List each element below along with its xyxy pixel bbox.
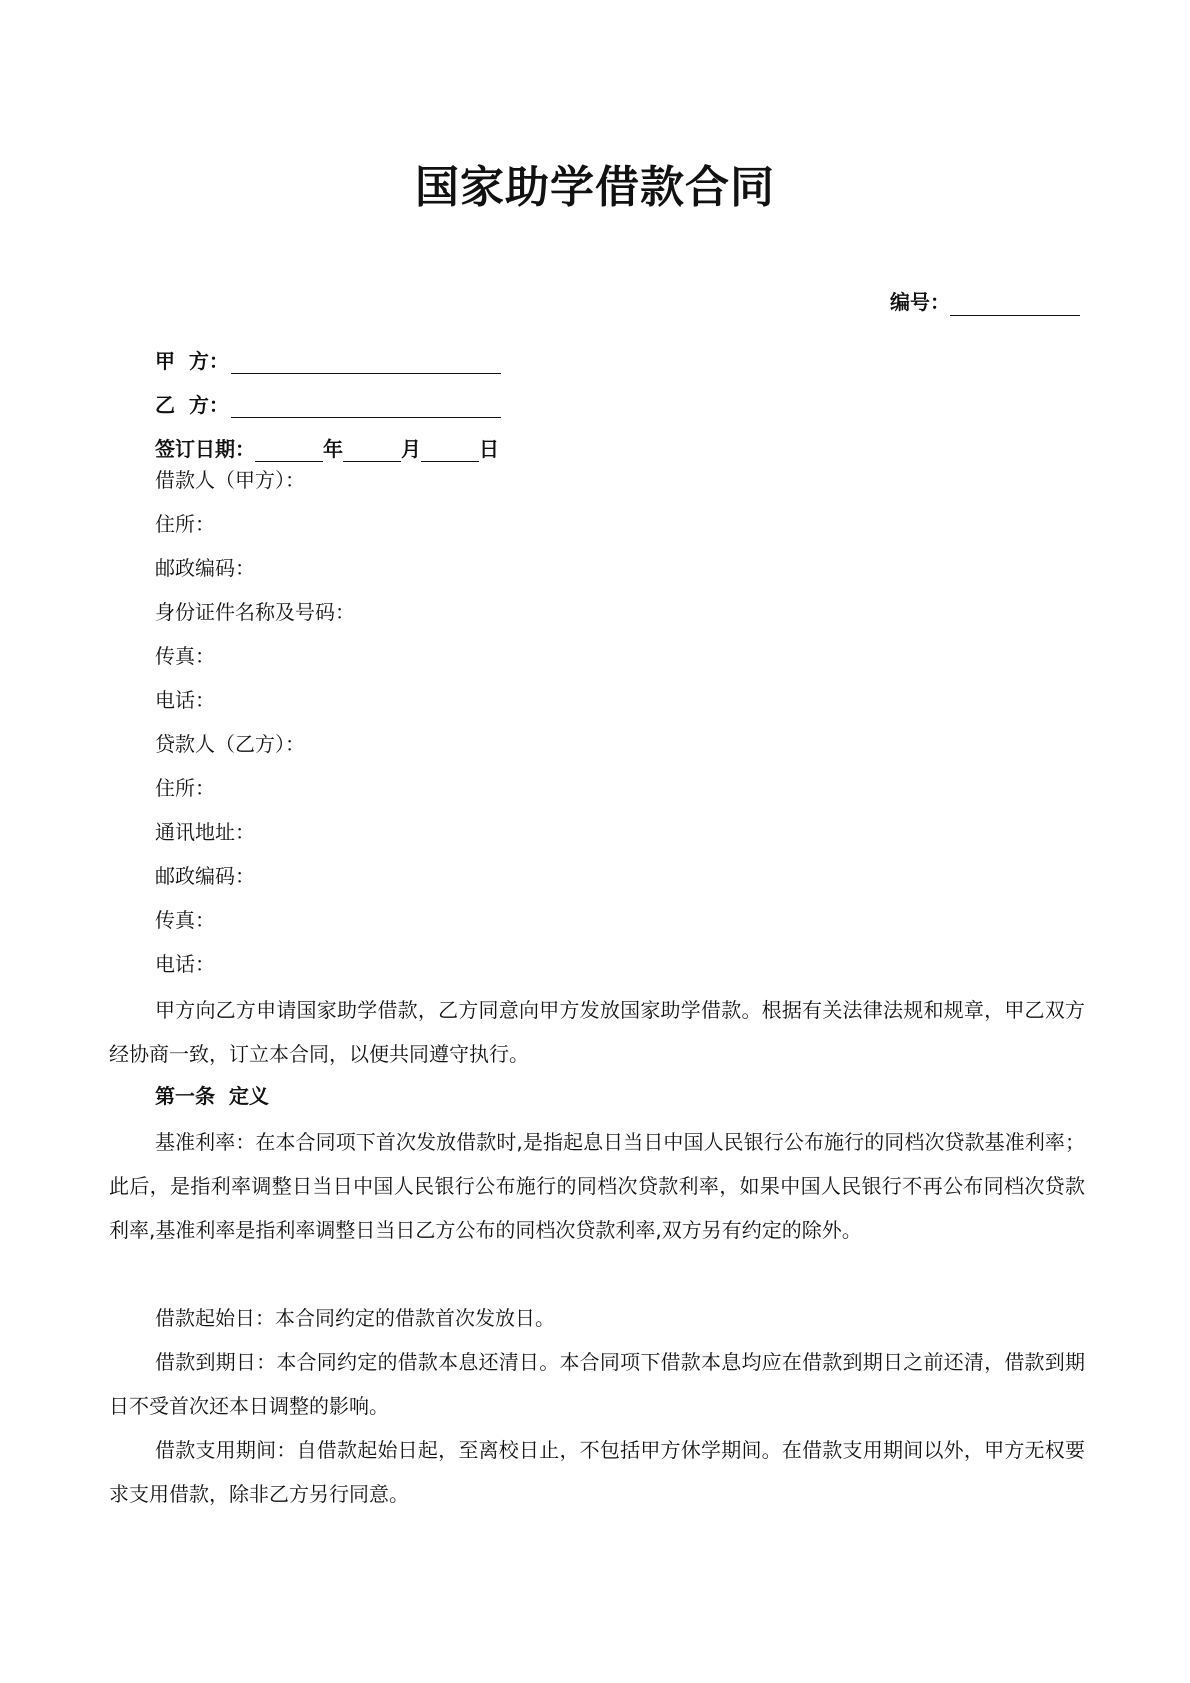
lender-phone: 电话： xyxy=(155,952,215,976)
start-date-paragraph: 借款起始日：本合同约定的借款首次发放日。 xyxy=(155,1306,555,1330)
usage-period-paragraph: 借款支用期间：自借款起始日起，至离校日止，不包括甲方休学期间。在借款支用期间以外，甲方无权要求支用借款，除非乙方另行同意。 xyxy=(109,1438,1085,1506)
party-a-row xyxy=(155,330,501,374)
day-label: 日 xyxy=(479,437,499,461)
sign-date-row xyxy=(155,418,501,462)
sign-year-blank[interactable] xyxy=(255,439,323,462)
borrower-fax: 传真： xyxy=(155,644,215,668)
serial-blank[interactable] xyxy=(950,293,1080,316)
intro-paragraph: 甲方向乙方申请国家助学借款，乙方同意向甲方发放国家助学借款。根据有关法律法规和规章，甲乙双方经协商一致，订立本合同，以便共同遵守执行。 xyxy=(109,998,1085,1066)
sign-date-label: 签订日期： xyxy=(155,437,255,461)
party-b-row xyxy=(155,374,501,418)
article-1-heading xyxy=(155,1082,269,1110)
sign-day-blank[interactable] xyxy=(421,439,479,462)
article-1-heading-text: 第一条 定义 xyxy=(155,1084,269,1108)
borrower-address: 住所： xyxy=(155,512,215,536)
party-a-blank[interactable] xyxy=(231,351,501,374)
lender-fax: 传真： xyxy=(155,908,215,932)
lender-address: 住所： xyxy=(155,776,215,800)
contract-title: 国家助学借款合同 xyxy=(415,162,775,213)
borrower-phone: 电话： xyxy=(155,688,215,712)
borrower-title: 借款人（甲方）： xyxy=(155,468,305,492)
sign-month-blank[interactable] xyxy=(343,439,401,462)
lender-mailing-address: 通讯地址： xyxy=(155,820,255,844)
due-date-paragraph: 借款到期日：本合同约定的借款本息还清日。本合同项下借款本息均应在借款到期日之前还清，借款到期日不受首次还本日调整的影响。 xyxy=(109,1350,1085,1418)
lender-postcode: 邮政编码： xyxy=(155,864,255,888)
party-b-label: 乙 方： xyxy=(155,393,229,417)
serial-number xyxy=(890,288,1080,316)
month-label: 月 xyxy=(401,437,421,461)
party-block xyxy=(155,330,501,462)
party-a-label: 甲 方： xyxy=(155,349,229,373)
serial-label: 编号： xyxy=(890,290,950,314)
borrower-id-doc: 身份证件名称及号码： xyxy=(155,600,355,624)
base-rate-paragraph: 基准利率：在本合同项下首次发放借款时,是指起息日当日中国人民银行公布施行的同档次贷款基准利率；此后，是指利率调整日当日中国人民银行公布施行的同档次贷款利率，如果中国人民银行不再公布同档次贷款利率,基准利率是指利率调整日当日乙方公布的同档次贷款利率,双方另有约定的除外。 xyxy=(109,1130,1085,1242)
party-b-blank[interactable] xyxy=(231,395,501,418)
borrower-postcode: 邮政编码： xyxy=(155,556,255,580)
lender-title: 贷款人（乙方）： xyxy=(155,732,305,756)
year-label: 年 xyxy=(323,437,343,461)
